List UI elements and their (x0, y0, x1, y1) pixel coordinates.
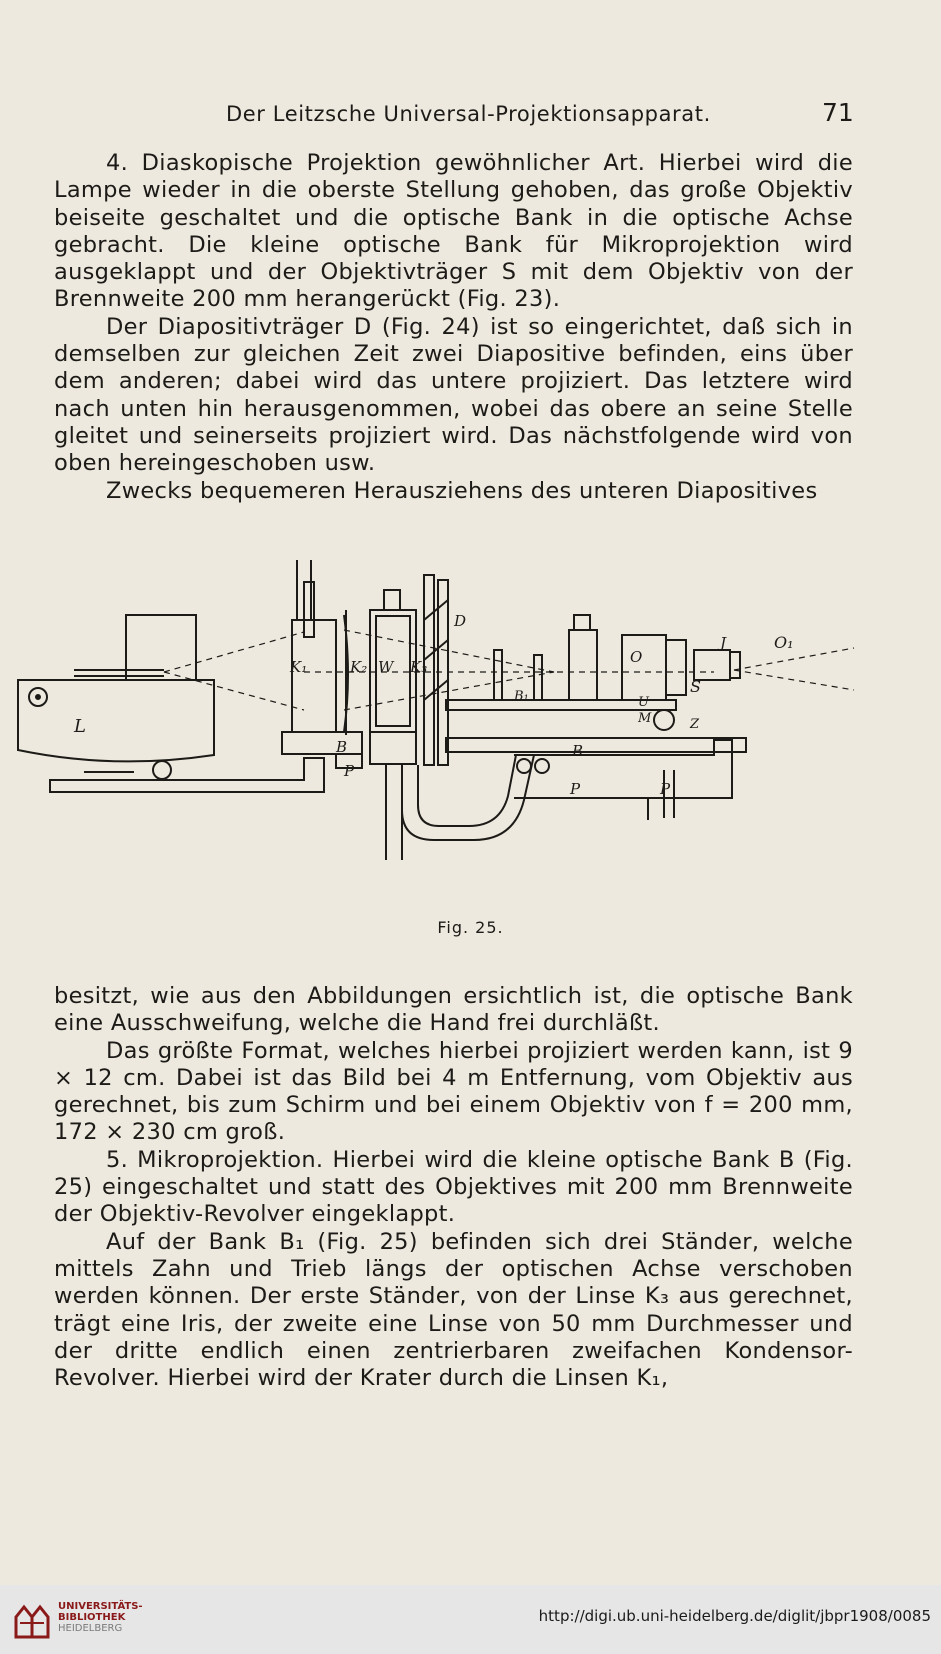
figure-label-P: P (344, 762, 355, 780)
paragraph-format: Das größte Format, welches hierbei projiziert werden kann, ist 9 × 12 cm. Dabei ist das Bild bei 4 m Entfernung, vom Objektiv aus gerechnet, bis zum Schirm und bei einem Objektiv von f = 200 mm, 172 × 230 cm groß. (54, 1037, 853, 1146)
figure-label-K2: K₂ (350, 658, 368, 676)
figure-label-L: L (74, 716, 86, 737)
bottom-text-block (54, 983, 853, 1392)
library-name-line1: UNIVERSITÄTS- (58, 1601, 143, 1612)
figure-label-O1: O₁ (774, 633, 794, 652)
top-text-block (54, 150, 853, 505)
figure-label-B1: B₁ (514, 689, 529, 704)
page-number: 71 (822, 98, 854, 127)
library-name-line3: HEIDELBERG (58, 1623, 123, 1634)
figure-label-P-middle: P (570, 780, 581, 798)
running-title: Der Leitzsche Universal-Projektionsapparat. (226, 102, 711, 126)
figure-label-B-right: B (572, 742, 584, 760)
university-library-logo-icon (10, 1599, 54, 1643)
figure-label-U: U (638, 695, 649, 710)
paragraph-zwecks: Zwecks bequemeren Herausziehens des unteren Diapositives (106, 477, 818, 504)
figure-caption: Fig. 25. (437, 918, 504, 937)
paragraph-bank-b1: Auf der Bank B₁ (Fig. 25) befinden sich drei Ständer, welche mittels Zahn und Trieb längs der optischen Achse verschoben werden können. Der erste Ständer, von der Linse K₃ aus gerechnet, trägt eine Iris, der zweite eine Linse von 50 mm Durchmesser und der dritte endlich einen zentrierbaren zweifachen Kondensor-Revolver. Hierbei wird der Krater durch die Linsen K₁, (54, 1228, 853, 1392)
figure-label-M: M (638, 711, 652, 726)
library-name (58, 1601, 143, 1634)
figure-label-D: D (454, 612, 467, 630)
figure-label-P-right: P (660, 780, 671, 798)
paragraph-diapositivtraeger: Der Diapositivträger D (Fig. 24) ist so eingerichtet, daß sich in demselben zur gleichen Zeit zwei Diapositive befinden, eins über dem anderen; dabei wird das untere projiziert. Das letztere wird nach unten hin herausgenommen, wobei das obere an seine Stelle gleitet und seinerseits projiziert wird. Das nächstfolgende wird von oben hereingeschoben usw. (54, 313, 853, 477)
figure-label-K3: K₃ (410, 658, 428, 676)
figure-label-Z: Z (690, 717, 700, 732)
figure-label-W: W (378, 658, 394, 676)
projection-apparatus-figure (14, 560, 894, 860)
library-name-line2: BIBLIOTHEK (58, 1612, 126, 1623)
figure-label-K1: K₁ (290, 658, 308, 676)
paragraph-diaskopische-projektion: 4. Diaskopische Projektion gewöhnlicher Art. Hierbei wird die Lampe wieder in die oberste Stellung gehoben, das große Objektiv beiseite geschaltet und die optische Bank in die optische Achse gebracht. Die kleine optische Bank für Mikroprojektion wird ausgeklappt und der Objektivträger S mit dem Objektiv von der Brennweite 200 mm herangerückt (Fig. 23). (54, 150, 853, 313)
running-head (0, 96, 941, 136)
figure-label-S: S (690, 677, 701, 696)
figure-label-O: O (630, 648, 643, 666)
permalink-url[interactable]: http://digi.ub.uni-heidelberg.de/diglit/jbpr1908/0085 (538, 1607, 931, 1625)
figure-label-B: B (336, 738, 348, 756)
figure-label-J: J (720, 634, 727, 652)
paragraph-besitzt: besitzt, wie aus den Abbildungen ersichtlich ist, die optische Bank eine Ausschweifung, welche die Hand frei durchläßt. (54, 983, 853, 1037)
paragraph-mikroprojektion: 5. Mikroprojektion. Hierbei wird die kleine optische Bank B (Fig. 25) eingeschaltet und statt des Objektives mit 200 mm Brennweite der Objektiv-Revolver eingeklappt. (54, 1146, 853, 1228)
footer-bar (0, 1585, 941, 1654)
